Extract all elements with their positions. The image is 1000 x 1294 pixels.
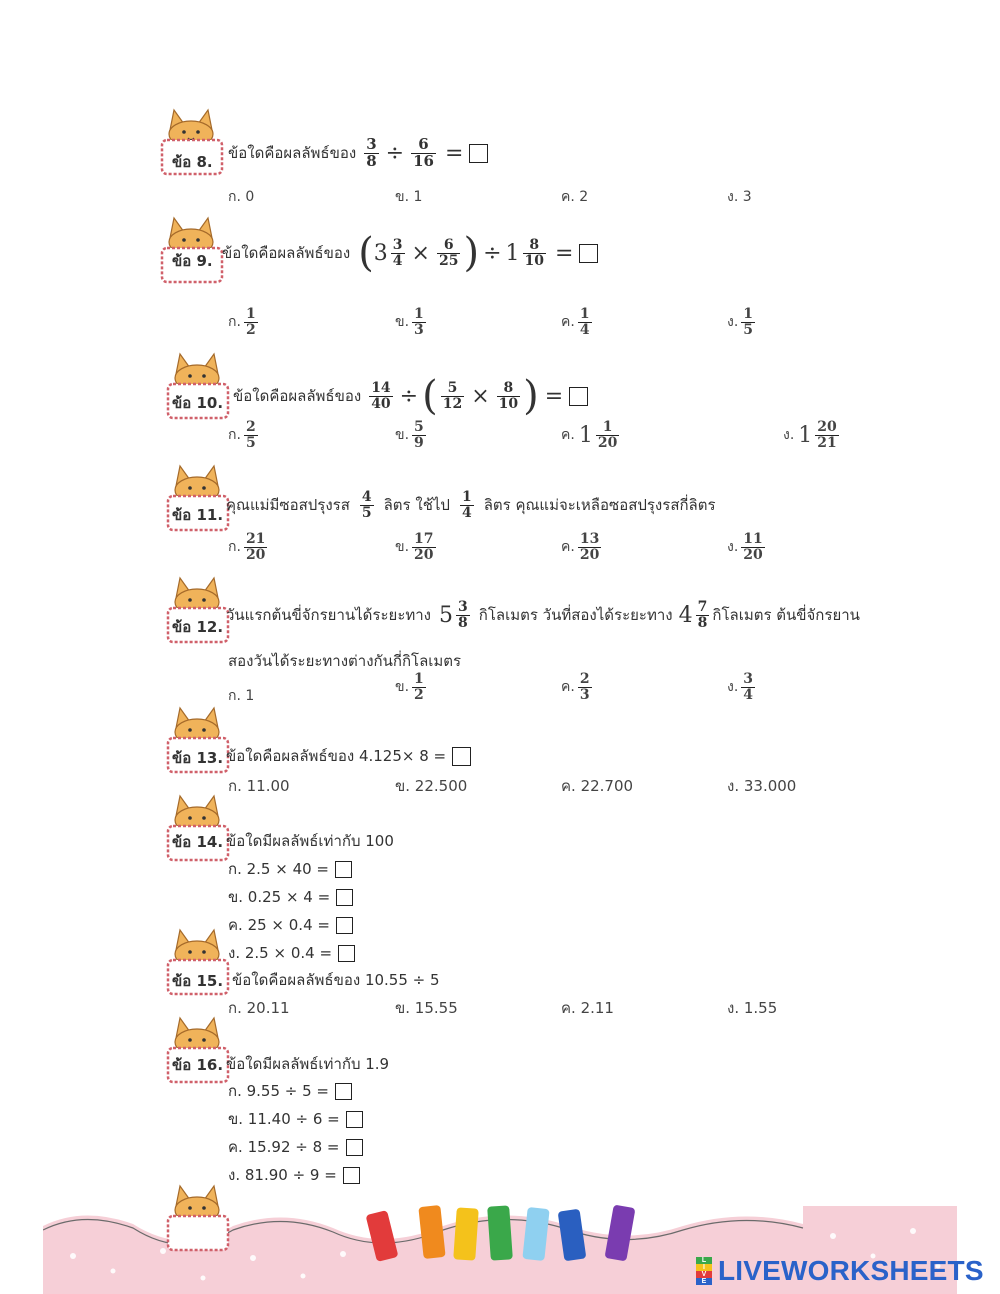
whole-number: 1 (505, 240, 520, 266)
right-paren: ) (463, 230, 480, 276)
numerator: 2 (579, 671, 590, 687)
fraction (244, 307, 258, 337)
equals-sign: = (444, 140, 464, 166)
times-sign: × (471, 383, 490, 409)
option-a[interactable] (228, 685, 254, 707)
option-a[interactable] (228, 307, 261, 337)
divide-sign: ÷ (483, 240, 502, 266)
denominator: 5 (743, 321, 754, 338)
denominator: 21 (817, 434, 837, 451)
option-c[interactable] (228, 913, 353, 937)
numerator: 20 (817, 419, 837, 435)
fraction (741, 672, 755, 702)
option-prefix: ก. (228, 427, 241, 444)
question-prompt: ลิตร ใช้ไป (383, 496, 450, 515)
option-expr: ก. 9.55 ÷ 5 = (228, 1082, 330, 1100)
fraction (523, 238, 546, 268)
numerator: 11 (743, 531, 763, 547)
option-expr: ข. 0.25 × 4 = (228, 888, 331, 906)
fraction (456, 600, 470, 630)
right-paren: ) (523, 373, 539, 419)
question-text (226, 744, 471, 768)
whole-number: 1 (798, 422, 813, 448)
option-b[interactable]: ข. 15.55 (395, 999, 458, 1017)
option-c[interactable]: ค. 2 (561, 189, 589, 205)
question-text (233, 373, 588, 419)
numerator: 8 (529, 236, 540, 253)
option-d[interactable]: ง. 1.55 (727, 999, 778, 1017)
question-text: ข้อใดมีผลลัพธ์เท่ากับ 1.9 (226, 1055, 390, 1073)
question-number: ข้อ 11. (172, 506, 224, 524)
question-number: ข้อ 10. (172, 394, 224, 412)
denominator: 10 (524, 252, 544, 269)
denominator: 3 (579, 686, 590, 703)
denominator: 16 (413, 151, 434, 170)
whole-number: 4 (678, 602, 693, 628)
option-prefix: ข. (395, 314, 410, 331)
option-prefix: ก. (228, 314, 241, 331)
option-expr: ง. 81.90 ÷ 9 = (228, 1166, 337, 1184)
option-prefix: ค. (561, 539, 575, 556)
denominator: 4 (461, 504, 472, 521)
option-prefix: ข. (395, 679, 410, 696)
denominator: 9 (414, 434, 424, 451)
denominator: 20 (743, 546, 763, 563)
question-number: ข้อ 12. (172, 618, 224, 636)
whole-number: 5 (439, 602, 454, 628)
fraction (441, 381, 464, 411)
option-a[interactable] (228, 420, 261, 450)
option-a[interactable] (228, 1079, 352, 1103)
option-d[interactable] (783, 420, 842, 450)
fraction (412, 672, 426, 702)
option-prefix: ก. 1 (228, 688, 255, 704)
option-prefix: ค. (561, 679, 575, 696)
denominator: 20 (597, 434, 618, 451)
numerator: 6 (418, 135, 429, 153)
answer-box[interactable] (335, 1083, 352, 1100)
answer-box[interactable] (335, 861, 352, 878)
left-paren: ( (422, 373, 438, 419)
option-expr: ข. 11.40 ÷ 6 = (228, 1110, 340, 1128)
question-prompt: คุณแม่มีซอสปรุงรส (226, 496, 350, 515)
option-b[interactable] (228, 1107, 363, 1131)
liveworksheets-logo[interactable]: LIVEWORKSHEETS (718, 1255, 984, 1286)
live-badge-icon: L I V E (694, 1257, 714, 1285)
fraction (364, 137, 378, 170)
fraction (741, 307, 755, 337)
numerator: 1 (461, 489, 472, 505)
times-sign: × (411, 240, 430, 266)
fraction (696, 600, 710, 630)
denominator: 12 (442, 395, 463, 412)
numerator: 3 (392, 236, 403, 253)
option-expr: ค. 25 × 0.4 = (228, 916, 330, 934)
option-expr: ง. 2.5 × 0.4 = (228, 944, 333, 962)
answer-box[interactable] (569, 387, 588, 406)
option-b[interactable] (395, 307, 429, 337)
equals-sign: = (555, 240, 574, 266)
option-c[interactable]: ค. 2.11 (561, 999, 614, 1017)
question-text (226, 490, 716, 520)
denominator: 2 (245, 321, 256, 338)
option-a[interactable]: ก. 20.11 (228, 999, 290, 1017)
fraction (412, 307, 426, 337)
left-paren: ( (358, 230, 374, 276)
denominator: 8 (697, 614, 708, 631)
question-number: ข้อ 14. (172, 833, 224, 851)
question-text-line2: สองวันได้ระยะทางต่างกันกี่กิโลเมตร (228, 652, 462, 670)
option-prefix: ง. (727, 679, 739, 696)
numerator: 2 (245, 419, 256, 435)
question-text: ข้อใดคือผลลัพธ์ของ 10.55 ÷ 5 (232, 971, 440, 989)
option-c[interactable] (228, 1135, 363, 1159)
numerator: 7 (697, 599, 708, 615)
fraction (741, 532, 764, 562)
fraction (578, 532, 601, 562)
question-text (222, 230, 598, 276)
option-c[interactable] (561, 307, 595, 337)
fraction (578, 672, 592, 702)
denominator: 5 (361, 504, 372, 521)
option-a[interactable] (228, 532, 270, 562)
option-d[interactable] (228, 941, 355, 965)
option-a[interactable] (228, 857, 352, 881)
question-prompt: ข้อใดคือผลลัพธ์ของ (222, 244, 351, 262)
option-prefix: ค. (561, 314, 575, 331)
option-prefix: ก. (228, 539, 241, 556)
numerator: 14 (371, 379, 391, 396)
denominator: 40 (371, 395, 391, 412)
numerator: 1 (245, 306, 256, 322)
option-expr: ค. 15.92 ÷ 8 = (228, 1138, 340, 1156)
equals-sign: = (544, 383, 564, 409)
numerator: 1 (743, 306, 754, 322)
numerator: 1 (602, 419, 613, 435)
answer-box[interactable] (346, 1111, 363, 1128)
question-number: ข้อ 8. (172, 153, 213, 171)
fraction (360, 490, 374, 520)
option-prefix: ค. (561, 427, 575, 444)
denominator: 4 (579, 321, 590, 338)
option-prefix: ง. (727, 314, 739, 331)
option-b[interactable] (395, 532, 439, 562)
fraction (497, 381, 520, 411)
option-a[interactable]: ก. 11.00 (228, 777, 290, 795)
option-b[interactable] (228, 885, 353, 909)
option-c[interactable] (561, 532, 604, 562)
whole-number: 3 (373, 240, 388, 266)
denominator: 8 (458, 614, 468, 631)
question-prompt: ข้อใดคือผลลัพธ์ของ (228, 144, 357, 163)
denominator: 3 (414, 321, 424, 338)
fraction (578, 307, 592, 337)
question-text (226, 600, 860, 630)
numerator: 8 (503, 379, 514, 396)
numerator: 6 (443, 236, 454, 253)
question-prompt: ข้อใดคือผลลัพธ์ของ 4.125× 8 = (226, 747, 447, 765)
denominator: 4 (743, 686, 754, 703)
option-d[interactable] (228, 1163, 360, 1187)
answer-box[interactable] (338, 945, 355, 962)
question-prompt: ข้อใดคือผลลัพธ์ของ (233, 387, 362, 405)
denominator: 10 (498, 395, 519, 412)
option-d[interactable] (727, 307, 758, 337)
option-c[interactable] (561, 672, 595, 702)
numerator: 1 (414, 671, 424, 687)
numerator: 5 (414, 419, 424, 435)
fraction (411, 137, 436, 170)
option-b[interactable]: ข. 22.500 (395, 777, 468, 795)
denominator: 20 (245, 546, 266, 563)
option-d[interactable] (727, 532, 768, 562)
fraction (815, 420, 838, 450)
question-prompt: ลิตร คุณแม่จะเหลือซอสปรุงรสกี่ลิตร (483, 496, 716, 515)
denominator: 8 (366, 151, 377, 170)
numerator: 13 (579, 531, 600, 547)
option-a[interactable]: ก. 0 (228, 189, 255, 205)
numerator: 3 (366, 135, 377, 153)
option-d[interactable]: ง. 3 (727, 189, 752, 205)
denominator: 25 (438, 252, 459, 269)
numerator: 3 (743, 671, 754, 687)
answer-box[interactable] (452, 747, 471, 766)
whole-number: 1 (578, 422, 593, 448)
numerator: 3 (458, 599, 468, 615)
fraction (437, 238, 460, 268)
option-prefix: ง. (727, 539, 739, 556)
denominator: 4 (392, 252, 403, 269)
question-prompt: กิโลเมตร ต้นขี่จักรยาน (712, 606, 860, 625)
option-c[interactable] (561, 420, 622, 450)
question-number: ข้อ 15. (172, 972, 224, 990)
fraction (244, 420, 258, 450)
answer-box[interactable] (346, 1139, 363, 1156)
fraction (244, 532, 267, 562)
fraction (369, 381, 392, 411)
fraction (460, 490, 474, 520)
option-expr: ก. 2.5 × 40 = (228, 860, 330, 878)
question-number: ข้อ 13. (172, 749, 224, 767)
answer-box[interactable] (336, 917, 353, 934)
numerator: 21 (245, 531, 266, 547)
fraction (412, 532, 435, 562)
question-text: ข้อใดมีผลลัพธ์เท่ากับ 100 (226, 832, 394, 850)
option-prefix: ง. (783, 427, 795, 444)
answer-box[interactable] (343, 1167, 360, 1184)
numerator: 4 (361, 489, 372, 505)
option-d[interactable]: ง. 33.000 (727, 777, 797, 795)
question-number: ข้อ 9. (172, 252, 213, 270)
divide-sign: ÷ (399, 383, 419, 409)
option-c[interactable]: ค. 22.700 (561, 777, 634, 795)
fraction (596, 420, 619, 450)
fraction (412, 420, 426, 450)
option-prefix: ข. (395, 427, 410, 444)
denominator: 2 (414, 686, 424, 703)
denominator: 20 (414, 546, 434, 563)
numerator: 17 (414, 531, 434, 547)
answer-box[interactable] (336, 889, 353, 906)
cat-icon (166, 1184, 230, 1254)
question-prompt: กิโลเมตร วันที่สองได้ระยะทาง (478, 606, 673, 625)
divide-sign: ÷ (385, 140, 405, 166)
denominator: 5 (245, 434, 256, 451)
denominator: 20 (579, 546, 600, 563)
question-number: ข้อ 16. (172, 1056, 224, 1074)
option-b[interactable] (395, 420, 429, 450)
option-b[interactable]: ข. 1 (395, 189, 423, 205)
option-prefix: ข. (395, 539, 410, 556)
numerator: 5 (447, 379, 458, 396)
numerator: 1 (579, 306, 590, 322)
option-d[interactable] (727, 672, 758, 702)
fraction (391, 238, 405, 268)
numerator: 1 (414, 306, 424, 322)
option-b[interactable] (395, 672, 429, 702)
question-text (228, 137, 488, 170)
question-prompt: วันแรกต้นขี่จักรยานได้ระยะทาง (226, 606, 432, 625)
answer-box[interactable] (579, 244, 598, 263)
answer-box[interactable] (469, 144, 488, 163)
